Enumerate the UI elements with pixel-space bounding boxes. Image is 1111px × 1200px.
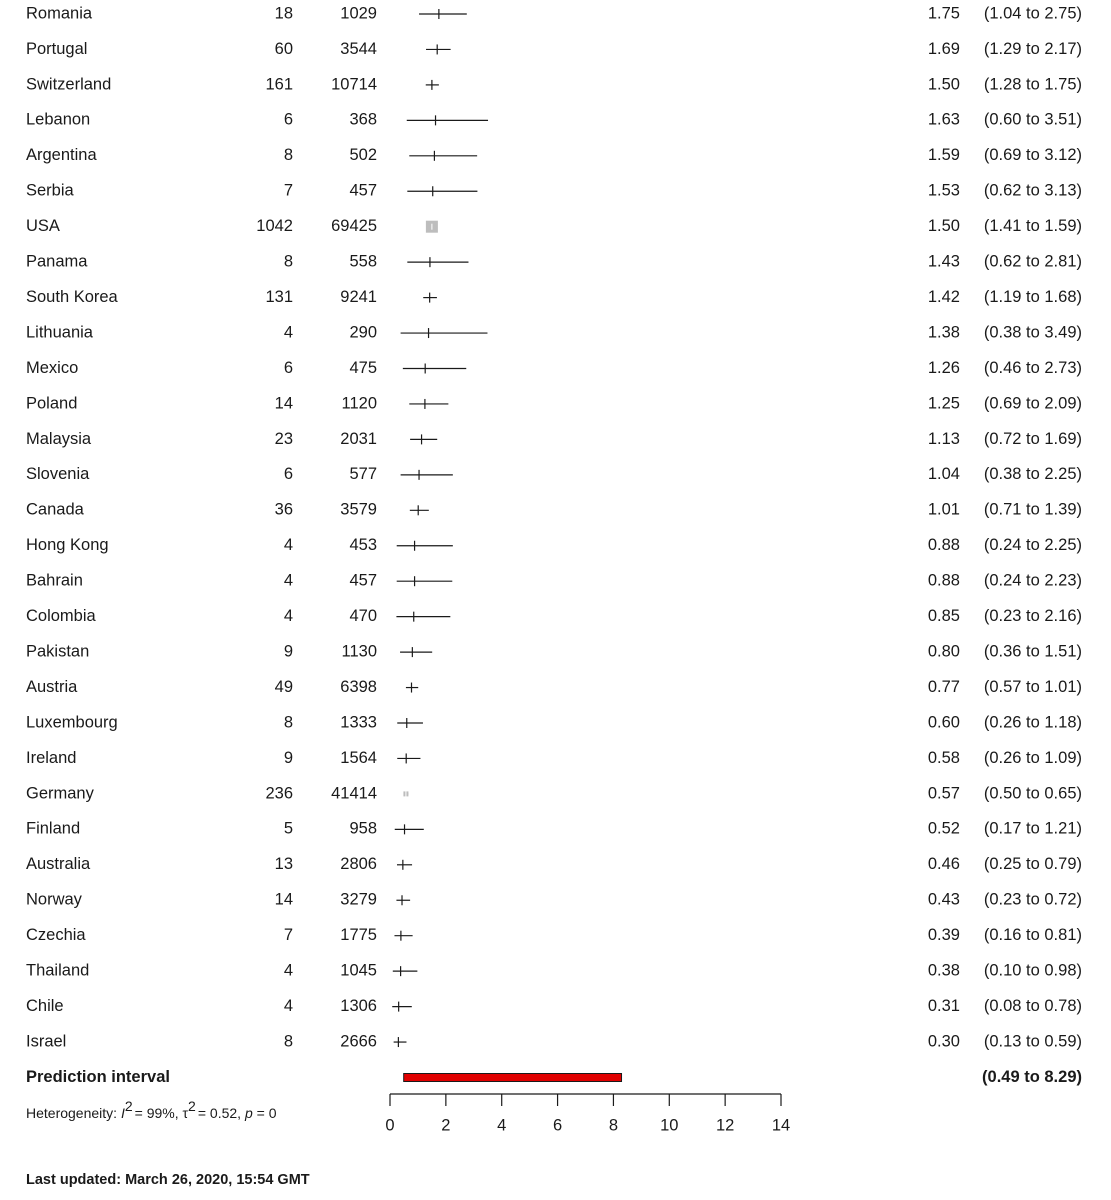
- events-value: 4: [283, 961, 293, 980]
- forest-row: [26, 394, 1082, 412]
- ci-text: (0.62 to 3.13): [983, 181, 1082, 200]
- country-label: USA: [26, 217, 60, 236]
- ci-text: (1.41 to 1.59): [983, 217, 1082, 236]
- total-value: 3544: [340, 39, 377, 58]
- forest-row: [26, 891, 1082, 909]
- estimate-value: 0.58: [927, 748, 960, 767]
- total-value: 6398: [340, 677, 377, 696]
- total-value: 457: [349, 181, 377, 200]
- country-label: Portugal: [26, 39, 88, 58]
- forest-row: [26, 855, 1082, 873]
- events-value: 14: [274, 394, 293, 413]
- country-label: Chile: [26, 996, 64, 1015]
- total-value: 1333: [340, 713, 377, 732]
- country-label: Israel: [26, 1032, 67, 1051]
- country-label: Panama: [26, 252, 88, 271]
- country-label: Bahrain: [26, 571, 83, 590]
- x-tick-label: 8: [608, 1116, 619, 1135]
- total-value: 1045: [340, 961, 377, 980]
- ci-text: (0.69 to 3.12): [983, 146, 1082, 165]
- country-label: Germany: [26, 784, 94, 803]
- ci-text: (0.57 to 1.01): [983, 677, 1082, 696]
- estimate-value: 0.46: [927, 855, 960, 874]
- events-value: 131: [265, 287, 293, 306]
- forest-row: [26, 713, 1082, 731]
- forest-row: [26, 146, 1082, 164]
- country-label: Czechia: [26, 926, 86, 945]
- forest-row: [26, 820, 1082, 838]
- events-value: 1042: [256, 217, 293, 236]
- ci-text: (0.16 to 0.81): [983, 926, 1082, 945]
- country-label: Luxembourg: [26, 713, 118, 732]
- estimate-value: 1.50: [927, 75, 960, 94]
- forest-row: [26, 359, 1082, 377]
- forest-rows: [26, 4, 1082, 1050]
- estimate-value: 1.26: [927, 358, 960, 377]
- estimate-value: 0.60: [927, 713, 960, 732]
- forest-row: [26, 607, 1082, 625]
- country-label: Canada: [26, 500, 84, 519]
- total-value: 9241: [340, 287, 377, 306]
- forest-row: [26, 75, 1082, 93]
- events-value: 7: [283, 926, 293, 945]
- total-value: 1775: [340, 926, 377, 945]
- forest-row: [26, 4, 1082, 22]
- country-label: Ireland: [26, 748, 77, 767]
- forest-row: [26, 182, 1082, 200]
- total-value: 3579: [340, 500, 377, 519]
- forest-row: [26, 642, 1082, 660]
- x-tick-label: 10: [660, 1116, 679, 1135]
- events-value: 49: [274, 677, 293, 696]
- total-value: 1564: [340, 748, 377, 767]
- events-value: 18: [274, 4, 293, 23]
- country-label: Poland: [26, 394, 78, 413]
- ci-text: (0.26 to 1.09): [983, 748, 1082, 767]
- ci-text: (0.23 to 2.16): [983, 607, 1082, 626]
- country-label: Hong Kong: [26, 536, 109, 555]
- total-value: 475: [349, 358, 377, 377]
- ci-text: (0.72 to 1.69): [983, 429, 1082, 448]
- events-value: 13: [274, 855, 293, 874]
- country-label: Pakistan: [26, 642, 90, 661]
- prediction-interval-label: Prediction interval: [26, 1067, 170, 1086]
- forest-row: [26, 678, 1082, 696]
- events-value: 6: [283, 465, 293, 484]
- estimate-value: 1.50: [927, 217, 960, 236]
- ci-text: (0.08 to 0.78): [983, 996, 1082, 1015]
- country-label: Thailand: [26, 961, 90, 980]
- estimate-value: 0.31: [927, 996, 960, 1015]
- events-value: 23: [274, 429, 293, 448]
- total-value: 2806: [340, 855, 377, 874]
- ci-text: (0.26 to 1.18): [983, 713, 1082, 732]
- ci-text: (0.50 to 0.65): [983, 784, 1082, 803]
- ci-text: (0.13 to 0.59): [983, 1032, 1082, 1051]
- country-label: Serbia: [26, 181, 74, 200]
- estimate-value: 0.30: [927, 1032, 960, 1051]
- estimate-value: 1.63: [927, 110, 960, 129]
- estimate-value: 0.85: [927, 607, 960, 626]
- total-value: 577: [349, 465, 377, 484]
- forest-row: [26, 962, 1082, 980]
- country-label: Austria: [26, 677, 78, 696]
- events-value: 161: [265, 75, 293, 94]
- country-label: Romania: [26, 4, 93, 23]
- country-label: Switzerland: [26, 75, 112, 94]
- forest-row: [26, 926, 1082, 944]
- estimate-value: 1.43: [927, 252, 960, 271]
- estimate-value: 1.13: [927, 429, 960, 448]
- ci-text: (1.29 to 2.17): [983, 39, 1082, 58]
- prediction-interval-ci: (0.49 to 8.29): [982, 1067, 1082, 1086]
- total-value: 10714: [331, 75, 377, 94]
- country-label: Mexico: [26, 358, 79, 377]
- estimate-value: 1.25: [927, 394, 960, 413]
- x-tick-label: 0: [385, 1116, 395, 1135]
- events-value: 4: [283, 996, 293, 1015]
- forest-row: [26, 784, 1082, 802]
- total-value: 1130: [341, 642, 377, 661]
- estimate-value: 0.43: [927, 890, 960, 909]
- total-value: 453: [349, 536, 377, 555]
- country-label: Colombia: [26, 607, 96, 626]
- country-label: Slovenia: [26, 465, 90, 484]
- events-value: 4: [283, 323, 293, 342]
- ci-text: (0.46 to 2.73): [983, 358, 1082, 377]
- events-value: 6: [283, 110, 293, 129]
- total-value: 41414: [331, 784, 377, 803]
- x-tick-label: 2: [441, 1116, 451, 1135]
- forest-row: [26, 40, 1082, 58]
- country-label: Finland: [26, 819, 81, 838]
- country-label: Lebanon: [26, 110, 91, 129]
- events-value: 8: [283, 713, 293, 732]
- events-value: 8: [283, 1032, 293, 1051]
- events-value: 14: [274, 890, 293, 909]
- forest-row: [26, 997, 1082, 1015]
- estimate-value: 0.88: [927, 571, 960, 590]
- estimate-value: 1.69: [927, 39, 960, 58]
- events-value: 5: [283, 819, 293, 838]
- country-label: Malaysia: [26, 429, 92, 448]
- estimate-value: 0.80: [927, 642, 960, 661]
- total-value: 2666: [340, 1032, 377, 1051]
- prediction-interval-group: [26, 1068, 1082, 1086]
- total-value: 368: [349, 110, 377, 129]
- estimate-value: 0.38: [927, 961, 960, 980]
- x-tick-label: 12: [715, 1116, 735, 1135]
- ci-text: (0.60 to 3.51): [983, 110, 1082, 129]
- ci-text: (0.17 to 1.21): [983, 819, 1082, 838]
- forest-row: [26, 111, 1082, 129]
- forest-row: [26, 1032, 1082, 1050]
- events-value: 9: [283, 642, 293, 661]
- estimate-value: 1.04: [927, 465, 960, 484]
- estimate-value: 0.88: [927, 536, 960, 555]
- estimate-value: 1.59: [927, 146, 960, 165]
- total-value: 457: [349, 571, 377, 590]
- estimate-value: 0.39: [927, 926, 960, 945]
- forest-row: [26, 253, 1082, 271]
- country-label: Lithuania: [26, 323, 93, 342]
- events-value: 4: [283, 571, 293, 590]
- forest-row: [26, 288, 1082, 306]
- total-value: 502: [349, 146, 377, 165]
- ci-text: (0.38 to 3.49): [983, 323, 1082, 342]
- forest-row: [26, 217, 1082, 235]
- forest-row: [26, 536, 1082, 554]
- forest-row: [26, 323, 1082, 341]
- events-value: 4: [283, 607, 293, 626]
- ci-text: (1.28 to 1.75): [983, 75, 1082, 94]
- ci-text: (0.23 to 0.72): [983, 890, 1082, 909]
- events-value: 7: [283, 181, 293, 200]
- forest-row: [26, 572, 1082, 590]
- estimate-value: 0.57: [927, 784, 960, 803]
- x-tick-label: 6: [552, 1116, 563, 1135]
- country-label: Argentina: [26, 146, 97, 165]
- prediction-interval-bar: [404, 1074, 622, 1082]
- events-value: 60: [274, 39, 293, 58]
- total-value: 2031: [340, 429, 377, 448]
- total-value: 1120: [341, 394, 377, 413]
- ci-text: (0.38 to 2.25): [983, 465, 1082, 484]
- events-value: 236: [265, 784, 293, 803]
- ci-text: (1.04 to 2.75): [983, 4, 1082, 23]
- total-value: 558: [349, 252, 377, 271]
- x-axis: [385, 1094, 790, 1134]
- events-value: 4: [283, 536, 293, 555]
- ci-text: (0.25 to 0.79): [983, 855, 1082, 874]
- events-value: 6: [283, 358, 293, 377]
- x-tick-label: 4: [497, 1116, 507, 1135]
- total-value: 1029: [340, 4, 377, 23]
- events-value: 9: [283, 748, 293, 767]
- total-value: 470: [349, 607, 377, 626]
- estimate-value: 1.38: [927, 323, 960, 342]
- events-value: 8: [283, 146, 293, 165]
- heterogeneity-label: Heterogeneity: I2 = 99%, τ2 = 0.52, p = 0: [26, 1098, 277, 1121]
- total-value: 290: [349, 323, 377, 342]
- forest-row: [26, 430, 1082, 448]
- forest-row: [26, 749, 1082, 767]
- total-value: 3279: [340, 890, 377, 909]
- total-value: 1306: [340, 996, 377, 1015]
- estimate-value: 1.75: [927, 4, 960, 23]
- ci-text: (0.36 to 1.51): [983, 642, 1082, 661]
- ci-text: (0.71 to 1.39): [983, 500, 1082, 519]
- events-value: 36: [274, 500, 293, 519]
- total-value: 69425: [331, 217, 377, 236]
- events-value: 8: [283, 252, 293, 271]
- ci-text: (0.69 to 2.09): [983, 394, 1082, 413]
- estimate-value: 1.53: [927, 181, 960, 200]
- country-label: Norway: [26, 890, 82, 909]
- last-updated-footer: Last updated: March 26, 2020, 15:54 GMT: [26, 1172, 310, 1188]
- forest-row: [26, 465, 1082, 483]
- ci-text: (0.62 to 2.81): [983, 252, 1082, 271]
- estimate-value: 1.42: [927, 287, 960, 306]
- x-tick-label: 14: [771, 1116, 791, 1135]
- country-label: South Korea: [26, 287, 118, 306]
- estimate-value: 0.52: [927, 819, 960, 838]
- total-value: 958: [349, 819, 377, 838]
- ci-text: (0.24 to 2.23): [983, 571, 1082, 590]
- ci-text: (1.19 to 1.68): [983, 287, 1082, 306]
- estimate-value: 1.01: [927, 500, 960, 519]
- country-label: Australia: [26, 855, 91, 874]
- estimate-value: 0.77: [927, 677, 960, 696]
- ci-text: (0.10 to 0.98): [983, 961, 1082, 980]
- ci-text: (0.24 to 2.25): [983, 536, 1082, 555]
- forest-row: [26, 501, 1082, 519]
